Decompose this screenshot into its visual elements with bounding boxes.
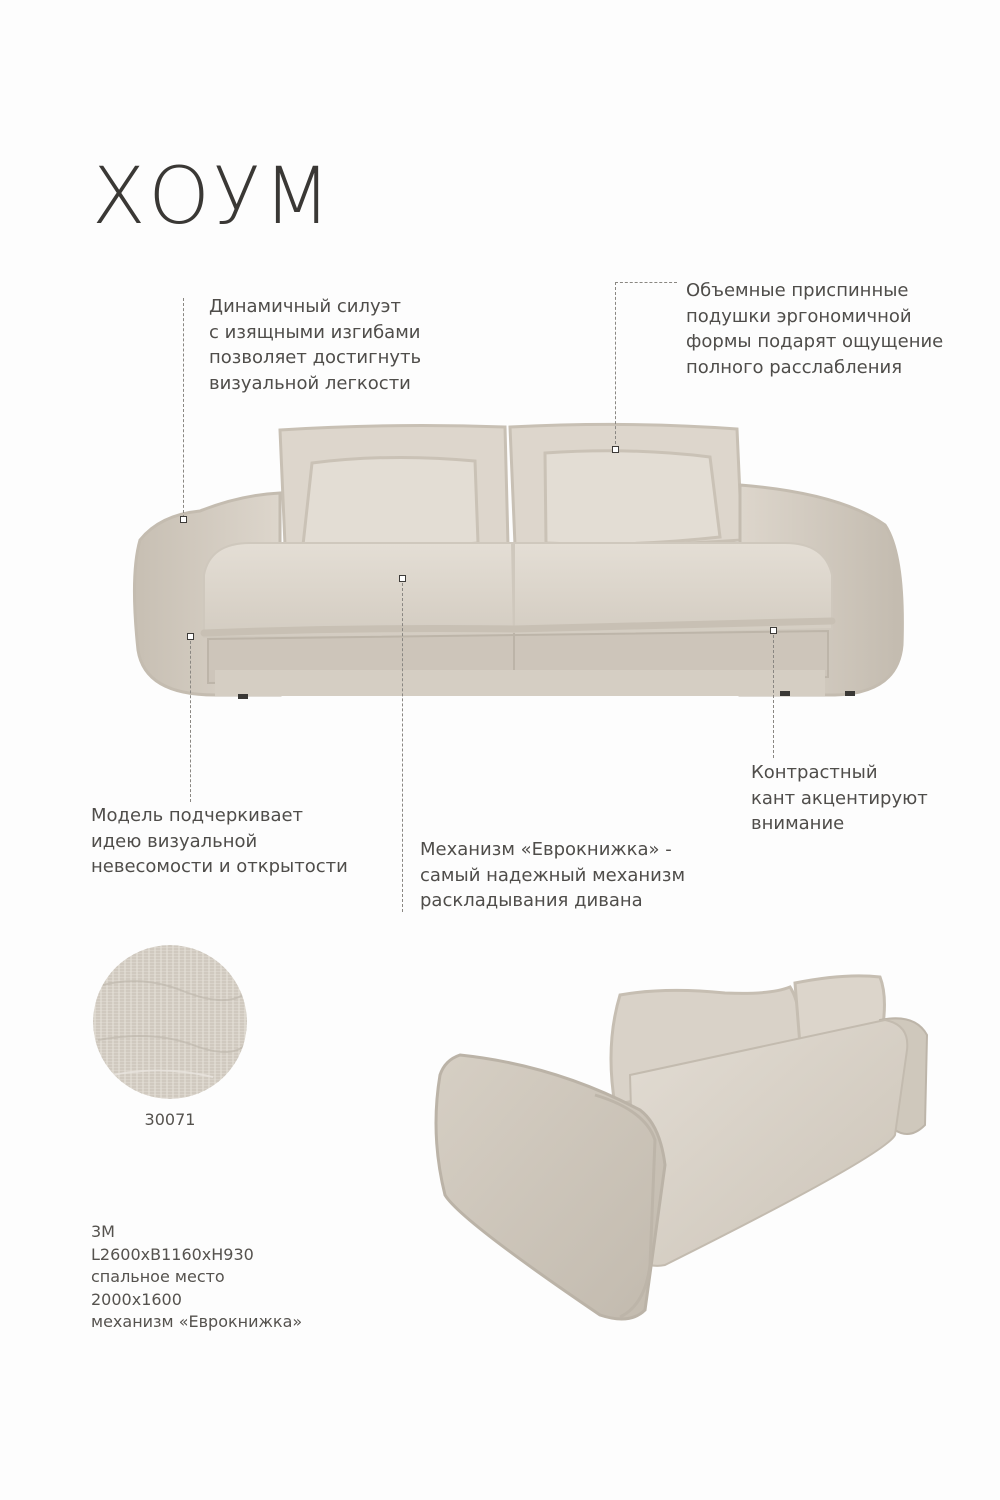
spec-mechanism: механизм «Еврокнижка» xyxy=(91,1312,303,1331)
leader-line-pillows-horizontal xyxy=(615,282,677,283)
note-piping: Контрастный кант акцентируют внимание xyxy=(751,762,928,834)
sofa-back-image xyxy=(425,965,945,1325)
marker-weightless xyxy=(187,633,194,640)
leader-line-pillows-vertical xyxy=(615,282,616,449)
spec-sleeping-label: спальное место xyxy=(91,1267,225,1286)
spec-size-category: 3М xyxy=(91,1222,115,1241)
spec-dimensions: L2600xB1160xH930 xyxy=(91,1244,254,1264)
note-pillows: Объемные приспинные подушки эргономичной формы подарят ощущение полного расслабления xyxy=(686,280,944,378)
leader-line-weightless xyxy=(190,636,191,802)
marker-piping xyxy=(770,627,777,634)
note-mechanism: Механизм «Еврокнижка» - самый надежный механизм раскладывания дивана xyxy=(420,839,686,911)
leader-line-piping xyxy=(773,630,774,758)
sofa-front-image xyxy=(120,415,920,715)
marker-mechanism xyxy=(399,575,406,582)
leader-line-mechanism xyxy=(402,578,403,912)
spec-sleeping-size: 2000x1600 xyxy=(91,1289,182,1309)
fabric-code: 30071 xyxy=(144,1110,196,1129)
note-weightless: Модель подчеркивает идею визуальной невесомости и открытости xyxy=(91,805,348,877)
leader-line-silhouette xyxy=(183,298,184,518)
specs-list xyxy=(91,1221,302,1334)
marker-pillows xyxy=(612,446,619,453)
note-silhouette: Динамичный силуэт с изящными изгибами позволяет достигнуть визуальной легкости xyxy=(209,296,422,394)
fabric-swatch xyxy=(93,945,247,1099)
product-title: ХОУМ xyxy=(92,152,334,242)
marker-silhouette xyxy=(180,516,187,523)
